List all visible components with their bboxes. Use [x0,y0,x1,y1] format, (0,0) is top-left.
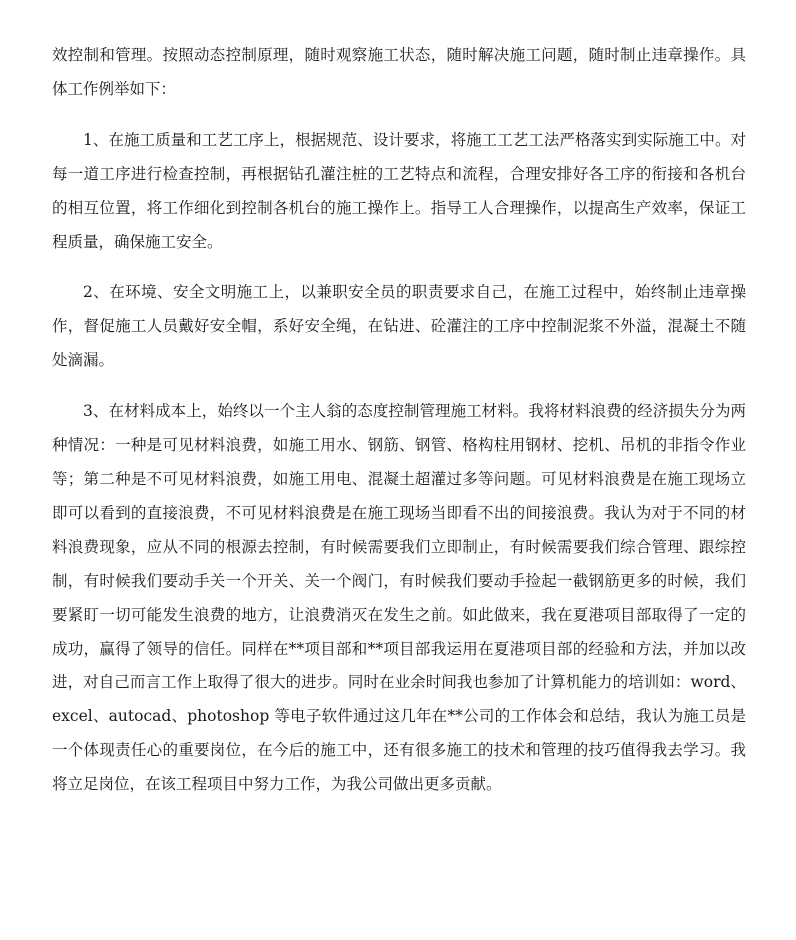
paragraph-item-2-safety: 2、在环境、安全文明施工上，以兼职安全员的职责要求自己，在施工过程中，始终制止违章操作，督促施工人员戴好安全帽，系好安全绳，在钻进、砼灌注的工序中控制泥浆不外溢，混凝土不随处滴漏。 [52,283,746,370]
document-page [52,39,746,802]
paragraph-item-1-quality: 1、在施工质量和工艺工序上，根据规范、设计要求，将施工工艺工法严格落实到实际施工中。对每一道工序进行检查控制，再根据钻孔灌注桩的工艺特点和流程，合理安排好各工序的衔接和各机台的相互位置，将工作细化到控制各机台的施工操作上。指导工人合理操作，以提高生产效率，保证工程质量，确保施工安全。 [52,130,746,251]
paragraph-item-3-materials: 3、在材料成本上，始终以一个主人翁的态度控制管理施工材料。我将材料浪费的经济损失分为两种情况：一种是可见材料浪费，如施工用水、钢筋、钢管、格构柱用钢材、挖机、吊机的非指令作业等；第二种是不可见材料浪费，如施工用电、混凝土超灌过多等问题。可见材料浪费是在施工现场立即可以看到的直接浪费，不可见材料浪费是在施工现场当即看不出的间接浪费。我认为对于不同的材料浪费现象，应从不同的根源去控制，有时候需要我们立即制止，有时候需要我们综合管理、跟综控制，有时候我们要动手关一个开关、关一个阀门，有时候我们要动手捡起一截钢筋更多的时候，我们要紧盯一切可能发生浪费的地方，让浪费消灭在发生之前。如此做来，我在夏港项目部取得了一定的成功，赢得了领导的信任。同样在**项目部和**项目部我运用在夏港项目部的经验和方法，并加以改进，对自己而言工作上取得了很大的进步。同时在业余时间我也参加了计算机能力的培训如：word、excel、autocad、photoshop 等电子软件通过这几年在**公司的工作体会和总结，我认为施工员是一个体现责任心的重要岗位，在今后的施工中，还有很多施工的技术和管理的技巧值得我去学习。我将立足岗位，在该工程项目中努力工作，为我公司做出更多贡献。 [52,402,746,794]
paragraph-continuation: 效控制和管理。按照动态控制原理，随时观察施工状态，随时解决施工问题，随时制止违章操作。具体工作例举如下： [52,46,746,98]
